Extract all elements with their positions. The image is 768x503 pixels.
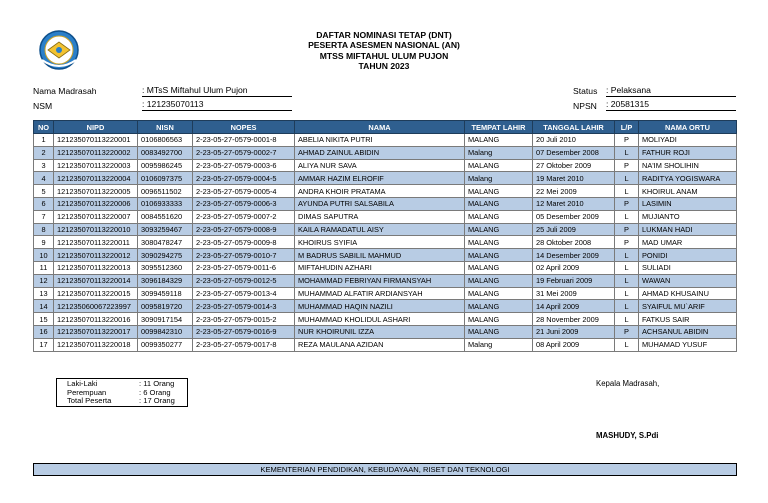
nominee-table bbox=[33, 120, 737, 352]
cell-nama-ortu: MOLIYADI bbox=[639, 134, 737, 147]
perempuan-label: Perempuan bbox=[67, 387, 107, 397]
cell-tanggal-lahir: 31 Mei 2009 bbox=[533, 287, 615, 300]
cell-no: 7 bbox=[34, 210, 54, 223]
cell-nopes: 2-23-05-27-0579-0010-7 bbox=[193, 249, 295, 262]
cell-tempat-lahir: MALANG bbox=[465, 325, 533, 338]
cell-lp: P bbox=[615, 236, 639, 249]
cell-nama: AYUNDA PUTRI SALSABILA bbox=[295, 197, 465, 210]
cell-nopes: 2-23-05-27-0579-0008-9 bbox=[193, 223, 295, 236]
cell-nisn: 3090917154 bbox=[138, 313, 193, 326]
cell-nisn: 3090294275 bbox=[138, 249, 193, 262]
table-row bbox=[34, 172, 737, 185]
column-header-tempat-lahir: TEMPAT LAHIR bbox=[465, 121, 533, 134]
cell-no: 11 bbox=[34, 261, 54, 274]
cell-nipd: 121235070113220010 bbox=[54, 223, 138, 236]
cell-lp: P bbox=[615, 159, 639, 172]
document-title bbox=[0, 30, 768, 72]
cell-tanggal-lahir: 22 Mei 2009 bbox=[533, 185, 615, 198]
cell-nama-ortu: MAD UMAR bbox=[639, 236, 737, 249]
cell-nisn: 0083492700 bbox=[138, 146, 193, 159]
cell-nama-ortu: MUHAMAD YUSUF bbox=[639, 338, 737, 351]
cell-nama: NUR KHOIRUNIL IZZA bbox=[295, 325, 465, 338]
cell-nama: MIFTAHUDIN AZHARI bbox=[295, 261, 465, 274]
cell-tempat-lahir: MALANG bbox=[465, 300, 533, 313]
cell-nisn: 3080478247 bbox=[138, 236, 193, 249]
column-header-nopes: NOPES bbox=[193, 121, 295, 134]
table-row bbox=[34, 313, 737, 326]
cell-tempat-lahir: MALANG bbox=[465, 313, 533, 326]
cell-tempat-lahir: Malang bbox=[465, 338, 533, 351]
cell-tanggal-lahir: 07 Desember 2008 bbox=[533, 146, 615, 159]
table-row bbox=[34, 134, 737, 147]
cell-lp: P bbox=[615, 223, 639, 236]
title-line-2: PESERTA ASESMEN NASIONAL (AN) bbox=[308, 40, 460, 51]
cell-nipd: 121235070113220007 bbox=[54, 210, 138, 223]
cell-nipd: 121235070113220006 bbox=[54, 197, 138, 210]
table-row bbox=[34, 185, 737, 198]
cell-nama-ortu: SYAIFUL MU`ARIF bbox=[639, 300, 737, 313]
cell-tempat-lahir: Malang bbox=[465, 172, 533, 185]
cell-tanggal-lahir: 19 Maret 2010 bbox=[533, 172, 615, 185]
title-line-1: DAFTAR NOMINASI TETAP (DNT) bbox=[316, 30, 452, 40]
cell-nopes: 2-23-05-27-0579-0011-6 bbox=[193, 261, 295, 274]
cell-nama-ortu: AHMAD KHUSAINU bbox=[639, 287, 737, 300]
cell-nopes: 2-23-05-27-0579-0007-2 bbox=[193, 210, 295, 223]
laki-value: : 11 Orang bbox=[139, 379, 175, 388]
table-row bbox=[34, 338, 737, 351]
table-header-row bbox=[34, 121, 737, 134]
cell-nama: M BADRUS SABILIL MAHMUD bbox=[295, 249, 465, 262]
perempuan-value: : 6 Orang bbox=[139, 387, 171, 397]
cell-nopes: 2-23-05-27-0579-0005-4 bbox=[193, 185, 295, 198]
cell-nipd: 121235070113220001 bbox=[54, 134, 138, 147]
cell-nopes: 2-23-05-27-0579-0003-6 bbox=[193, 159, 295, 172]
cell-nama-ortu: KHOIRUL ANAM bbox=[639, 185, 737, 198]
cell-no: 6 bbox=[34, 197, 54, 210]
cell-nama-ortu: WAWAN bbox=[639, 274, 737, 287]
cell-nopes: 2-23-05-27-0579-0013-4 bbox=[193, 287, 295, 300]
cell-tanggal-lahir: 14 Desember 2009 bbox=[533, 249, 615, 262]
cell-nama: MUHAMMAD HAQIN NAZILI bbox=[295, 300, 465, 313]
cell-nisn: 3099459118 bbox=[138, 287, 193, 300]
cell-nisn: 0106097375 bbox=[138, 172, 193, 185]
cell-nama-ortu: FATHUR ROJI bbox=[639, 146, 737, 159]
cell-tempat-lahir: MALANG bbox=[465, 274, 533, 287]
cell-lp: L bbox=[615, 313, 639, 326]
signature-name: MASHUDY, S.Pdi bbox=[596, 431, 659, 440]
cell-nisn: 0095819720 bbox=[138, 300, 193, 313]
cell-nama-ortu: ACHSANUL ABIDIN bbox=[639, 325, 737, 338]
cell-nipd: 121235060067223997 bbox=[54, 300, 138, 313]
gender-summary bbox=[56, 378, 188, 407]
column-header-no: NO bbox=[34, 121, 54, 134]
cell-nisn: 0106933333 bbox=[138, 197, 193, 210]
cell-nama: KAILA RAMADATUL AISY bbox=[295, 223, 465, 236]
cell-no: 16 bbox=[34, 325, 54, 338]
column-header-lp: L/P bbox=[615, 121, 639, 134]
cell-nopes: 2-23-05-27-0579-0012-5 bbox=[193, 274, 295, 287]
cell-nisn: 3093259467 bbox=[138, 223, 193, 236]
cell-lp: L bbox=[615, 338, 639, 351]
cell-no: 9 bbox=[34, 236, 54, 249]
column-header-nipd: NIPD bbox=[54, 121, 138, 134]
cell-tempat-lahir: MALANG bbox=[465, 223, 533, 236]
cell-nama-ortu: MUJIANTO bbox=[639, 210, 737, 223]
cell-nipd: 121235070113220015 bbox=[54, 287, 138, 300]
cell-nisn: 0095986245 bbox=[138, 159, 193, 172]
cell-nama: ANDRA KHOIR PRATAMA bbox=[295, 185, 465, 198]
cell-nama-ortu: PONIDI bbox=[639, 249, 737, 262]
cell-nipd: 121235070113220002 bbox=[54, 146, 138, 159]
cell-nopes: 2-23-05-27-0579-0001-8 bbox=[193, 134, 295, 147]
cell-nipd: 121235070113220018 bbox=[54, 338, 138, 351]
cell-nopes: 2-23-05-27-0579-0009-8 bbox=[193, 236, 295, 249]
cell-tempat-lahir: MALANG bbox=[465, 197, 533, 210]
cell-nama: MUHAMMAD ALFATIR ARDIANSYAH bbox=[295, 287, 465, 300]
table-row bbox=[34, 197, 737, 210]
cell-nisn: 0099350277 bbox=[138, 338, 193, 351]
cell-tanggal-lahir: 20 Juli 2010 bbox=[533, 134, 615, 147]
cell-nipd: 121235070113220005 bbox=[54, 185, 138, 198]
cell-nama-ortu: NA'IM SHOLIHIN bbox=[639, 159, 737, 172]
cell-no: 5 bbox=[34, 185, 54, 198]
cell-nama-ortu: RADITYA YOGISWARA bbox=[639, 172, 737, 185]
signature-title: Kepala Madrasah, bbox=[596, 379, 660, 388]
cell-tanggal-lahir: 14 April 2009 bbox=[533, 300, 615, 313]
cell-tempat-lahir: MALANG bbox=[465, 185, 533, 198]
cell-nisn: 0106806563 bbox=[138, 134, 193, 147]
cell-tempat-lahir: MALANG bbox=[465, 134, 533, 147]
total-value: : 17 Orang bbox=[139, 396, 175, 406]
cell-tempat-lahir: MALANG bbox=[465, 159, 533, 172]
cell-nisn: 3095512360 bbox=[138, 261, 193, 274]
cell-no: 15 bbox=[34, 313, 54, 326]
cell-no: 8 bbox=[34, 223, 54, 236]
cell-nama: DIMAS SAPUTRA bbox=[295, 210, 465, 223]
ministry-footer: KEMENTERIAN PENDIDIKAN, KEBUDAYAAN, RISET DAN TEKNOLOGI bbox=[33, 463, 737, 476]
cell-tempat-lahir: MALANG bbox=[465, 236, 533, 249]
table-row bbox=[34, 287, 737, 300]
cell-nipd: 121235070113220004 bbox=[54, 172, 138, 185]
cell-nama: KHOIRUS SYIFIA bbox=[295, 236, 465, 249]
cell-nama: ABELIA NIKITA PUTRI bbox=[295, 134, 465, 147]
cell-tanggal-lahir: 27 Oktober 2009 bbox=[533, 159, 615, 172]
cell-no: 1 bbox=[34, 134, 54, 147]
cell-lp: L bbox=[615, 261, 639, 274]
cell-no: 17 bbox=[34, 338, 54, 351]
cell-nopes: 2-23-05-27-0579-0004-5 bbox=[193, 172, 295, 185]
title-line-4: TAHUN 2023 bbox=[358, 61, 410, 72]
table-row bbox=[34, 159, 737, 172]
column-header-nama-ortu: NAMA ORTU bbox=[639, 121, 737, 134]
cell-nama-ortu: LASIMIN bbox=[639, 197, 737, 210]
cell-tanggal-lahir: 12 Maret 2010 bbox=[533, 197, 615, 210]
cell-nama: MOHAMMAD FEBRIYAN FIRMANSYAH bbox=[295, 274, 465, 287]
cell-tempat-lahir: Malang bbox=[465, 146, 533, 159]
cell-nama-ortu: LUKMAN HADI bbox=[639, 223, 737, 236]
cell-lp: L bbox=[615, 274, 639, 287]
cell-nopes: 2-23-05-27-0579-0016-9 bbox=[193, 325, 295, 338]
cell-tempat-lahir: MALANG bbox=[465, 261, 533, 274]
cell-nopes: 2-23-05-27-0579-0015-2 bbox=[193, 313, 295, 326]
cell-no: 2 bbox=[34, 146, 54, 159]
cell-nama: AHMAD ZAINUL ABIDIN bbox=[295, 146, 465, 159]
cell-nipd: 121235070113220011 bbox=[54, 236, 138, 249]
cell-nipd: 121235070113220016 bbox=[54, 313, 138, 326]
cell-nipd: 121235070113220013 bbox=[54, 261, 138, 274]
table-row bbox=[34, 210, 737, 223]
cell-lp: L bbox=[615, 287, 639, 300]
cell-lp: L bbox=[615, 249, 639, 262]
cell-tempat-lahir: MALANG bbox=[465, 249, 533, 262]
table-row bbox=[34, 223, 737, 236]
cell-tanggal-lahir: 25 Juli 2009 bbox=[533, 223, 615, 236]
status-label: Status bbox=[573, 86, 598, 96]
cell-lp: L bbox=[615, 185, 639, 198]
table-row bbox=[34, 236, 737, 249]
cell-nisn: 0084551620 bbox=[138, 210, 193, 223]
table-row bbox=[34, 300, 737, 313]
total-label: Total Peserta bbox=[67, 396, 112, 406]
nsm-label: NSM bbox=[33, 101, 53, 111]
cell-nopes: 2-23-05-27-0579-0002-7 bbox=[193, 146, 295, 159]
table-row bbox=[34, 261, 737, 274]
table-row bbox=[34, 146, 737, 159]
nsm-value: : 121235070113 bbox=[142, 99, 292, 111]
cell-lp: P bbox=[615, 134, 639, 147]
npsn-label: NPSN bbox=[573, 101, 597, 111]
cell-lp: L bbox=[615, 146, 639, 159]
npsn-value: : 20581315 bbox=[606, 99, 736, 111]
cell-nama: MUHAMMAD KHOLIDUL ASHARI bbox=[295, 313, 465, 326]
column-header-nama: NAMA bbox=[295, 121, 465, 134]
cell-no: 14 bbox=[34, 300, 54, 313]
cell-tempat-lahir: MALANG bbox=[465, 287, 533, 300]
cell-tanggal-lahir: 28 Oktober 2008 bbox=[533, 236, 615, 249]
table-row bbox=[34, 274, 737, 287]
cell-no: 3 bbox=[34, 159, 54, 172]
cell-lp: L bbox=[615, 300, 639, 313]
cell-no: 4 bbox=[34, 172, 54, 185]
table-row bbox=[34, 325, 737, 338]
nama-madrasah-label: Nama Madrasah bbox=[33, 86, 97, 96]
cell-nama-ortu: FATKUS SAIR bbox=[639, 313, 737, 326]
cell-nisn: 3096184329 bbox=[138, 274, 193, 287]
nama-madrasah-value: : MTsS Miftahul Ulum Pujon bbox=[142, 85, 292, 97]
cell-nipd: 121235070113220012 bbox=[54, 249, 138, 262]
column-header-tanggal-lahir: TANGGAL LAHIR bbox=[533, 121, 615, 134]
cell-tanggal-lahir: 19 Februari 2009 bbox=[533, 274, 615, 287]
cell-tanggal-lahir: 21 Juni 2009 bbox=[533, 325, 615, 338]
cell-nopes: 2-23-05-27-0579-0006-3 bbox=[193, 197, 295, 210]
cell-nisn: 0096511502 bbox=[138, 185, 193, 198]
cell-nopes: 2-23-05-27-0579-0014-3 bbox=[193, 300, 295, 313]
cell-tanggal-lahir: 28 November 2009 bbox=[533, 313, 615, 326]
cell-lp: L bbox=[615, 172, 639, 185]
cell-tanggal-lahir: 02 April 2009 bbox=[533, 261, 615, 274]
cell-lp: P bbox=[615, 197, 639, 210]
cell-nopes: 2-23-05-27-0579-0017-8 bbox=[193, 338, 295, 351]
cell-no: 12 bbox=[34, 274, 54, 287]
cell-nama: REZA MAULANA AZIDAN bbox=[295, 338, 465, 351]
column-header-nisn: NISN bbox=[138, 121, 193, 134]
cell-nipd: 121235070113220003 bbox=[54, 159, 138, 172]
cell-tanggal-lahir: 05 Desember 2009 bbox=[533, 210, 615, 223]
laki-label: Laki-Laki bbox=[67, 379, 98, 388]
cell-tanggal-lahir: 08 April 2009 bbox=[533, 338, 615, 351]
cell-lp: P bbox=[615, 325, 639, 338]
cell-nipd: 121235070113220014 bbox=[54, 274, 138, 287]
cell-nama: ALIYA NUR SAVA bbox=[295, 159, 465, 172]
cell-nipd: 121235070113220017 bbox=[54, 325, 138, 338]
cell-no: 10 bbox=[34, 249, 54, 262]
cell-nisn: 0099842310 bbox=[138, 325, 193, 338]
cell-tempat-lahir: MALANG bbox=[465, 210, 533, 223]
status-value: : Pelaksana bbox=[606, 85, 736, 97]
title-line-3: MTSS MIFTAHUL ULUM PUJON bbox=[319, 50, 449, 61]
cell-nama: AMMAR HAZIM ELROFIF bbox=[295, 172, 465, 185]
table-row bbox=[34, 249, 737, 262]
cell-nama-ortu: SULIADI bbox=[639, 261, 737, 274]
cell-lp: L bbox=[615, 210, 639, 223]
cell-no: 13 bbox=[34, 287, 54, 300]
